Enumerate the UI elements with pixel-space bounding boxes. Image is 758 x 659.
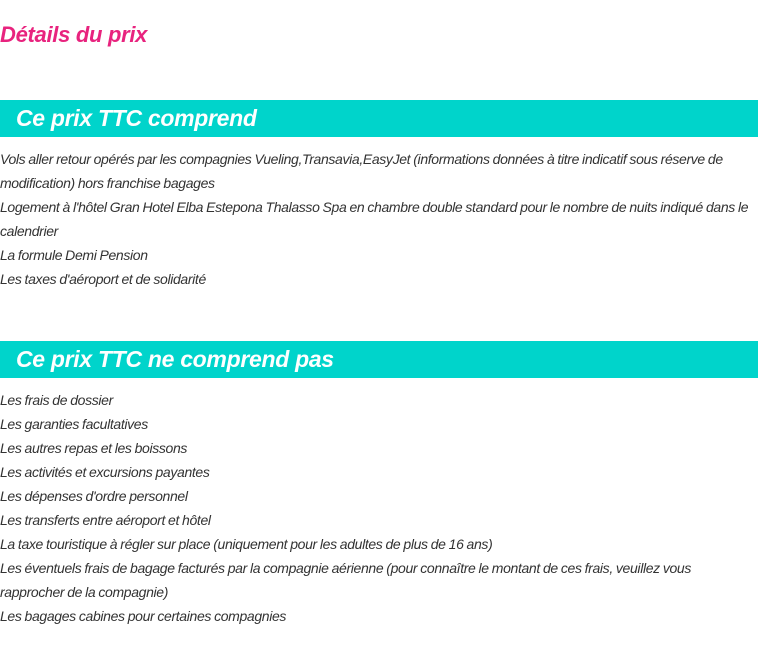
- list-item: Les transferts entre aéroport et hôtel: [0, 512, 211, 528]
- list-item: Les activités et excursions payantes: [0, 464, 210, 480]
- includes-section-header: Ce prix TTC comprend: [0, 100, 758, 137]
- list-item: Logement à l'hôtel Gran Hotel Elba Estepona Thalasso Spa en chambre double standard pour le nombre de nuits indiqué dans le calendrier: [0, 199, 749, 239]
- list-item: Les garanties facultatives: [0, 416, 148, 432]
- excludes-list: [0, 388, 758, 628]
- list-item: Les bagages cabines pour certaines compagnies: [0, 608, 287, 624]
- list-item: Les taxes d'aéroport et de solidarité: [0, 271, 206, 287]
- list-item: La formule Demi Pension: [0, 247, 148, 263]
- list-item: Les éventuels frais de bagage facturés par la compagnie aérienne (pour connaître le montant de ces frais, veuillez vous rapprocher de la compagnie): [0, 560, 692, 600]
- list-item: Les dépenses d'ordre personnel: [0, 488, 188, 504]
- page-title: Détails du prix: [0, 22, 148, 47]
- excludes-section-header: Ce prix TTC ne comprend pas: [0, 341, 758, 378]
- list-item: Les frais de dossier: [0, 392, 113, 408]
- list-item: Les autres repas et les boissons: [0, 440, 188, 456]
- list-item: Vols aller retour opérés par les compagnies Vueling,Transavia,EasyJet (informations données à titre indicatif sous réserve de modification) hors franchise bagages: [0, 151, 723, 191]
- list-item: La taxe touristique à régler sur place (uniquement pour les adultes de plus de 16 ans): [0, 536, 493, 552]
- includes-list: [0, 147, 758, 291]
